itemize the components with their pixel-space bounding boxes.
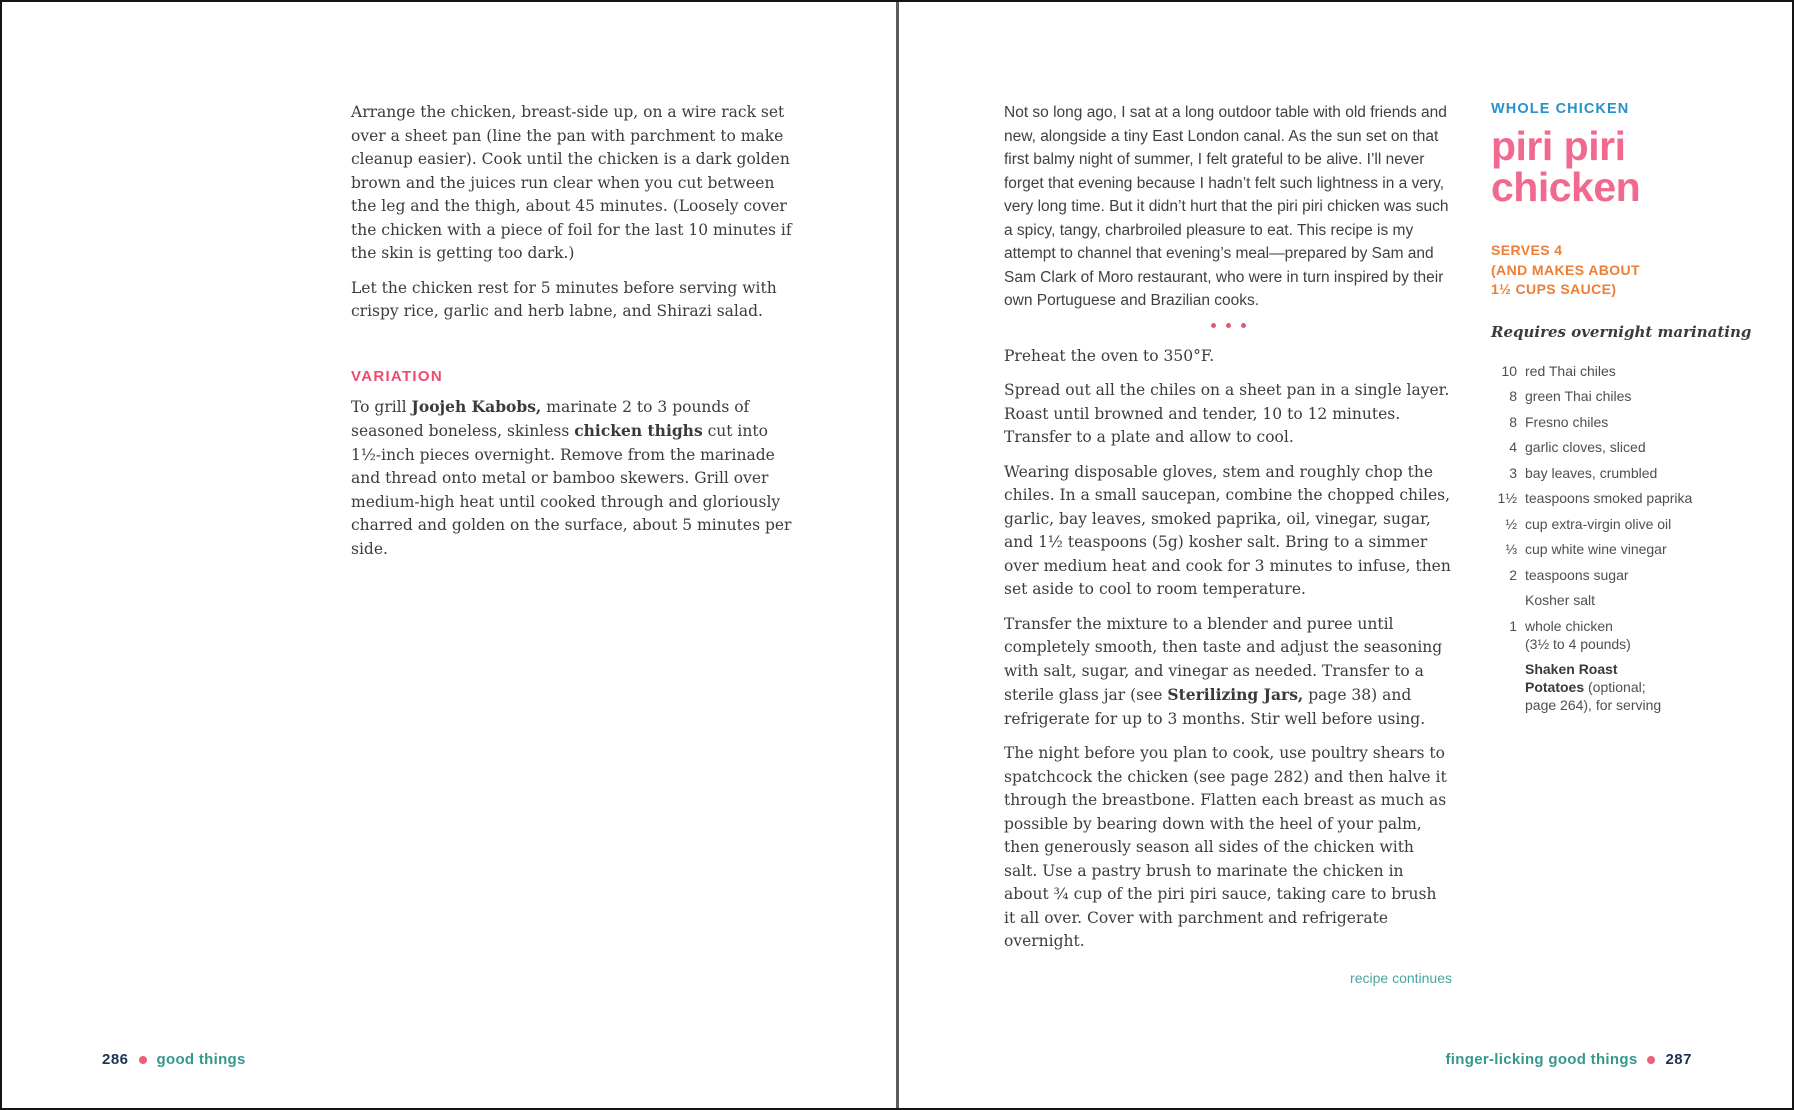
ingredient-quantity (1491, 591, 1517, 609)
cross-reference-bold: Sterilizing Jars, (1167, 685, 1304, 704)
ingredient-quantity: 8 (1509, 388, 1517, 404)
page-number: 287 (1665, 1051, 1692, 1068)
ingredient-row (1491, 540, 1781, 558)
ingredient-text: bay leaves, crumbled (1525, 464, 1658, 481)
variation-heading: VARIATION (351, 367, 443, 385)
variation-text: To grill (351, 397, 412, 416)
ingredient-text: teaspoons sugar (1525, 566, 1629, 583)
serves-note (1491, 241, 1781, 300)
recipe-info-sidebar (1491, 101, 1781, 714)
step-text: The night before you plan to cook, use poultry shears to spatchcock the chicken (see page 282) and then halve it through the breastbone. Flatten each breast as much as possible by bearing down with the heel of your palm, then generously season all sides of the chicken with salt. Use a pastry brush to marinate the chicken in about ¾ cup of the piri piri sauce, taking care to brush it all over. Cover with parchment and refrigerate overnight. (1004, 744, 1447, 950)
instruction-paragraph: Arrange the chicken, breast-side up, on a wire rack set over a sheet pan (line the pan with parchment to make cleanup easier). Cook until the chicken is a dark golden brown and the juices run clear when you cut between the leg and the thigh, about 45 minutes. (Loosely cover the chicken with a piece of foil for the last 10 minutes if the skin is getting too dark.) (351, 103, 792, 262)
step-text: Wearing disposable gloves, stem and roughly chop the chiles. In a small saucepan, combine the chopped chiles, garlic, bay leaves, smoked paprika, oil, vinegar, sugar, and 1½ teaspoons (5g) kosher salt. Bring to a simmer over medium heat and cook for 3 minutes to infuse, then set aside to cool to room temperature. (1004, 462, 1451, 598)
page-number: 286 (102, 1051, 129, 1068)
chapter-label: finger-licking good things (1445, 1051, 1638, 1068)
ingredient-text: cup white wine vinegar (1525, 541, 1667, 557)
ingredient-row (1491, 660, 1781, 678)
instruction-step (1004, 742, 1452, 954)
ingredient-text-bold: Potatoes (1525, 679, 1585, 695)
instruction-step (1004, 613, 1452, 732)
ingredient-row (1491, 362, 1781, 380)
ingredient-quantity: 1 (1509, 617, 1517, 634)
ingredient-quantity: ½ (1505, 515, 1517, 532)
ingredient-text: green Thai chiles (1525, 388, 1632, 404)
ingredient-row (1491, 515, 1781, 533)
instruction-step (1004, 461, 1452, 602)
variation-text: cut into 1½-inch pieces overnight. Remove from the marinade and thread onto metal or bamboo skewers. Grill over medium-high heat until cooked through and gloriously charred and golden on the surface, about 5 minutes per side. (351, 422, 792, 558)
recipe-category: WHOLE CHICKEN (1491, 101, 1630, 117)
ingredient-row (1491, 387, 1781, 405)
ingredient-row (1491, 413, 1781, 431)
right-page-text-column (1004, 101, 1452, 986)
marinating-note: Requires overnight marinating (1491, 322, 1752, 341)
instruction-paragraph: Let the chicken rest for 5 minutes before serving with crispy rice, garlic and herb labne, and Shirazi salad. (351, 278, 777, 320)
ingredient-text: garlic cloves, sliced (1525, 439, 1646, 455)
variation-text: marinate 2 to 3 pounds of seasoned boneless, skinless (351, 397, 750, 440)
ingredient-quantity (1491, 660, 1517, 678)
step-text: page 38) and refrigerate for up to 3 months. Stir well before using. (1004, 686, 1426, 728)
ingredient-text: Kosher salt (1525, 592, 1596, 608)
ingredient-list (1491, 362, 1781, 715)
ingredient-quantity: 3 (1509, 464, 1517, 481)
right-page-footer (1446, 1051, 1692, 1068)
ingredient-text: (optional; (1584, 679, 1646, 695)
ingredient-text: (3½ to 4 pounds) (1525, 635, 1631, 652)
chapter-label: good things (156, 1051, 246, 1068)
ingredient-quantity (1491, 635, 1517, 653)
serves-line: 1½ CUPS SAUCE) (1491, 281, 1617, 297)
ingredient-row-continuation (1491, 635, 1781, 653)
ingredient-quantity: ⅓ (1505, 541, 1517, 557)
ingredient-quantity (1491, 678, 1517, 696)
step-text: Spread out all the chiles on a sheet pan in a single layer. Roast until browned and tender, 10 to 12 minutes. Transfer to a plate and allow to cool. (1004, 381, 1450, 446)
dot-icon (1647, 1056, 1655, 1064)
ingredient-text: Fresno chiles (1525, 413, 1609, 430)
step-text: Preheat the oven to 350°F. (1004, 346, 1215, 365)
ingredient-quantity (1491, 696, 1517, 714)
variation-bold-term: chicken thighs (574, 421, 703, 440)
recipe-continues-note: recipe continues (1350, 969, 1452, 986)
ingredient-text: page 264), for serving (1525, 697, 1662, 713)
serves-line: (AND MAKES ABOUT (1491, 261, 1640, 278)
variation-bold-term: Joojeh Kabobs, (411, 396, 542, 416)
ingredient-row-continuation (1491, 696, 1781, 714)
ingredient-text: teaspoons smoked paprika (1525, 490, 1693, 506)
instruction-step (1004, 379, 1452, 450)
page-gutter-divider (896, 2, 899, 1108)
ingredient-row (1491, 464, 1781, 482)
serves-line: SERVES 4 (1491, 242, 1563, 258)
ingredient-text: red Thai chiles (1525, 362, 1616, 379)
ingredient-quantity: 2 (1509, 566, 1517, 583)
ingredient-text (1525, 678, 1781, 696)
ingredient-quantity: 4 (1509, 439, 1517, 455)
ingredient-text-bold: Shaken Roast (1525, 661, 1618, 677)
ingredient-row (1491, 617, 1781, 635)
recipe-title: piri piri chicken (1491, 123, 1641, 210)
ingredient-quantity: 10 (1501, 362, 1517, 379)
ingredient-text: whole chicken (1525, 617, 1613, 634)
left-page-footer (102, 1051, 246, 1068)
dot-icon (1241, 323, 1246, 328)
dot-icon (1211, 323, 1216, 328)
left-page-text-column (351, 101, 797, 572)
intro-paragraph: Not so long ago, I sat at a long outdoor table with old friends and new, alongside a tiny East London canal. As the sun set on that first balmy night of summer, I felt grateful to be alive. I’ll never forget that evening because I hadn’t felt such lightness in a very, very long time. But it didn’t hurt that the piri piri chicken was such a spicy, tangy, charbroiled pleasure to eat. This recipe is my attempt to channel that evening’s meal—prepared by Sam and Sam Clark of Moro restaurant, who were in turn inspired by their own Portuguese and Brazilian cooks. (1004, 104, 1449, 309)
ingredient-row (1491, 591, 1781, 609)
ingredient-quantity: 8 (1509, 413, 1517, 430)
section-divider-dots-icon (1004, 323, 1452, 328)
ingredient-quantity: 1½ (1497, 490, 1517, 506)
variation-paragraph (351, 395, 797, 562)
step-text: Transfer the mixture to a blender and puree until completely smooth, then taste and adjust the seasoning with salt, sugar, and vinegar as needed. Transfer to a sterile glass jar (see (1004, 614, 1443, 704)
ingredient-row (1491, 438, 1781, 456)
ingredient-row (1491, 566, 1781, 584)
ingredient-row-continuation (1491, 678, 1781, 696)
dot-icon (1226, 323, 1231, 328)
ingredient-text: cup extra-virgin olive oil (1525, 515, 1672, 532)
ingredient-row (1491, 489, 1781, 507)
instruction-step (1004, 345, 1452, 369)
dot-icon (139, 1056, 147, 1064)
